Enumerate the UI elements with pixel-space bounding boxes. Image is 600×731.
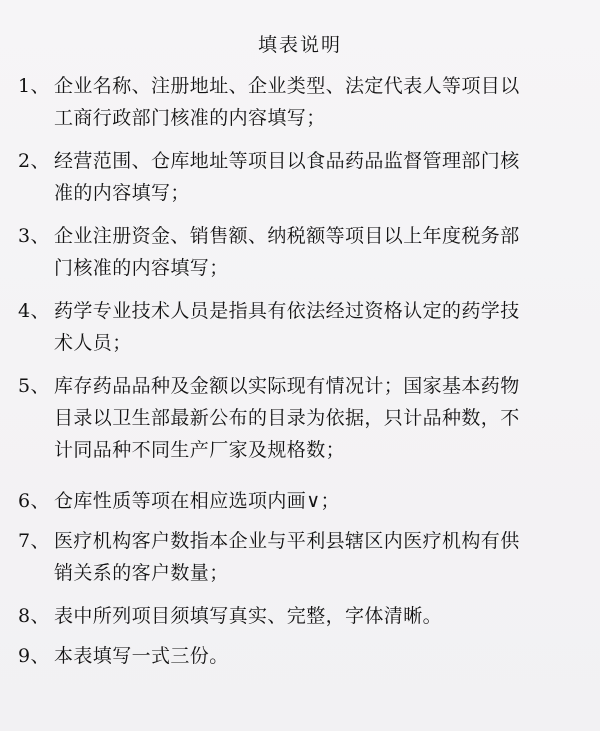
item-text: 仓库性质等项在相应选项内画∨； [54,490,340,512]
item-text: 准的内容填写； [54,182,190,204]
item-number: 1、 [18,75,50,97]
item-text: 工商行政部门核准的内容填写； [54,107,326,129]
item-text: 企业名称、注册地址、企业类型、法定代表人等项目以 [54,75,520,97]
list-item [18,640,590,672]
item-number: 9、 [18,645,50,667]
item-number: 2、 [18,150,50,172]
item-text: 表中所列项目须填写真实、完整，字体清晰。 [54,605,443,627]
item-text: 经营范围、仓库地址等项目以食品药品监督管理部门核 [54,150,520,172]
item-text: 门核准的内容填写； [54,257,229,279]
item-text: 药学专业技术人员是指具有依法经过资格认定的药学技 [54,300,520,322]
item-text: 目录以卫生部最新公布的目录为依据，只计品种数，不 [54,407,520,429]
page-title: 填表说明 [257,34,342,56]
item-number: 7、 [18,530,50,552]
item-text: 本表填写一式三份。 [54,645,229,667]
item-text: 库存药品品种及金额以实际现有情况计；国家基本药物 [54,375,520,397]
list-item [18,145,590,209]
item-text: 术人员； [54,332,132,354]
list-item [18,70,590,134]
item-text: 医疗机构客户数指本企业与平利县辖区内医疗机构有供 [54,530,520,552]
item-number: 6、 [18,490,50,512]
list-item [18,295,590,359]
list-item [18,600,590,632]
item-text: 计同品种不同生产厂家及规格数； [54,439,346,461]
item-number: 4、 [18,300,50,322]
list-item [18,485,590,517]
list-item [18,370,590,466]
list-item [18,220,590,284]
item-number: 8、 [18,605,50,627]
item-text: 销关系的客户数量； [54,562,229,584]
item-number: 3、 [18,225,50,247]
list-item [18,525,590,589]
item-number: 5、 [18,375,50,397]
item-text: 企业注册资金、销售额、纳税额等项目以上年度税务部 [54,225,520,247]
